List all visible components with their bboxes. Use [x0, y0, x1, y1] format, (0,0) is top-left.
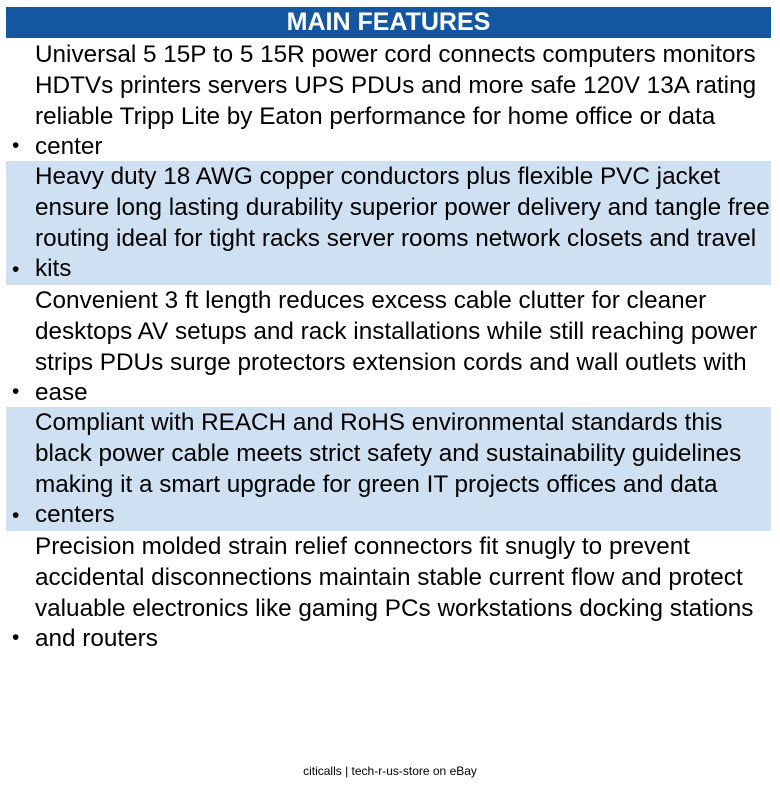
- feature-text: Precision molded strain relief connectors fit snugly to prevent accidental disconnections maintain stable current flow and protect valuable electronics like gaming PCs workstations docking stations and routers: [35, 533, 754, 653]
- feature-item-1: [6, 39, 771, 161]
- main-features-header: MAIN FEATURES: [6, 7, 771, 38]
- feature-text: Compliant with REACH and RoHS environmental standards this black power cable meets strict safety and sustainability guidelines making it a smart upgrade for green IT projects offices and data centers: [35, 409, 742, 529]
- feature-item-3: [6, 285, 771, 407]
- feature-item-4: [6, 407, 771, 531]
- features-list: [6, 39, 771, 653]
- feature-text: Heavy duty 18 AWG copper conductors plus flexible PVC jacket ensure long lasting durability superior power delivery and tangle free routing ideal for tight racks server rooms network closets and travel kits: [35, 163, 770, 283]
- feature-item-2: [6, 161, 771, 285]
- bullet-icon: •: [12, 134, 20, 157]
- bullet-icon: •: [12, 504, 20, 527]
- bullet-icon: •: [12, 380, 20, 403]
- feature-item-5: [6, 531, 771, 653]
- bullet-icon: •: [12, 626, 20, 649]
- bullet-icon: •: [12, 258, 20, 281]
- feature-text: Convenient 3 ft length reduces excess cable clutter for cleaner desktops AV setups and rack installations while still reaching power strips PDUs surge protectors extension cords and wall outlets with ease: [35, 287, 758, 407]
- feature-text: Universal 5 15P to 5 15R power cord connects computers monitors HDTVs printers servers UPS PDUs and more safe 120V 13A rating reliable Tripp Lite by Eaton performance for home office or data center: [35, 41, 757, 161]
- store-footer: citicalls | tech-r-us-store on eBay: [303, 764, 477, 778]
